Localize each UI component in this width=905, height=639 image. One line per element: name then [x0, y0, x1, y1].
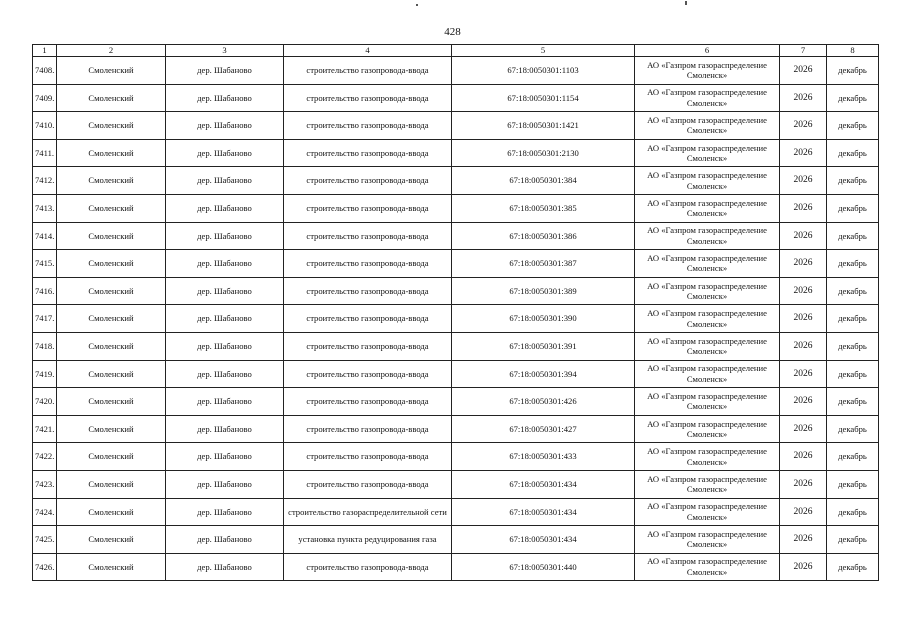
work-type-cell: строительство газопровода-ввода: [284, 443, 452, 471]
year-cell: 2026: [780, 277, 827, 305]
month-cell: декабрь: [827, 415, 879, 443]
district-cell: Смоленский: [57, 222, 166, 250]
settlement-cell: дер. Шабаново: [166, 553, 284, 581]
scan-speck: [416, 4, 418, 6]
year-cell: 2026: [780, 443, 827, 471]
settlement-cell: дер. Шабаново: [166, 388, 284, 416]
settlement-cell: дер. Шабаново: [166, 167, 284, 195]
work-type-cell: строительство газопровода-ввода: [284, 332, 452, 360]
cadastral-number-cell: 67:18:0050301:440: [452, 553, 635, 581]
table-row: [33, 250, 879, 278]
cadastral-number-cell: 67:18:0050301:434: [452, 498, 635, 526]
year-cell: 2026: [780, 470, 827, 498]
month-cell: декабрь: [827, 84, 879, 112]
column-header: 5: [452, 45, 635, 57]
year-cell: 2026: [780, 84, 827, 112]
cadastral-number-cell: 67:18:0050301:385: [452, 194, 635, 222]
month-cell: декабрь: [827, 553, 879, 581]
month-cell: декабрь: [827, 277, 879, 305]
table-row: [33, 388, 879, 416]
cadastral-number-cell: 67:18:0050301:1421: [452, 112, 635, 140]
organization-cell: АО «Газпром газораспределение Смоленск»: [635, 498, 780, 526]
work-type-cell: строительство газораспределительной сети: [284, 498, 452, 526]
work-type-cell: строительство газопровода-ввода: [284, 112, 452, 140]
district-cell: Смоленский: [57, 332, 166, 360]
organization-cell: АО «Газпром газораспределение Смоленск»: [635, 222, 780, 250]
organization-cell: АО «Газпром газораспределение Смоленск»: [635, 332, 780, 360]
organization-cell: АО «Газпром газораспределение Смоленск»: [635, 443, 780, 471]
row-number: 7422.: [33, 443, 57, 471]
table-row: [33, 139, 879, 167]
row-number: 7421.: [33, 415, 57, 443]
work-type-cell: строительство газопровода-ввода: [284, 57, 452, 85]
cadastral-number-cell: 67:18:0050301:427: [452, 415, 635, 443]
work-type-cell: строительство газопровода-ввода: [284, 139, 452, 167]
organization-cell: АО «Газпром газораспределение Смоленск»: [635, 305, 780, 333]
district-cell: Смоленский: [57, 415, 166, 443]
year-cell: 2026: [780, 222, 827, 250]
organization-cell: АО «Газпром газораспределение Смоленск»: [635, 250, 780, 278]
organization-cell: АО «Газпром газораспределение Смоленск»: [635, 112, 780, 140]
work-type-cell: строительство газопровода-ввода: [284, 222, 452, 250]
settlement-cell: дер. Шабаново: [166, 443, 284, 471]
table-row: [33, 332, 879, 360]
work-type-cell: строительство газопровода-ввода: [284, 415, 452, 443]
organization-cell: АО «Газпром газораспределение Смоленск»: [635, 470, 780, 498]
year-cell: 2026: [780, 112, 827, 140]
cadastral-number-cell: 67:18:0050301:386: [452, 222, 635, 250]
column-header: 1: [33, 45, 57, 57]
year-cell: 2026: [780, 167, 827, 195]
cadastral-number-cell: 67:18:0050301:389: [452, 277, 635, 305]
column-header: 6: [635, 45, 780, 57]
column-header: 3: [166, 45, 284, 57]
district-cell: Смоленский: [57, 470, 166, 498]
work-type-cell: строительство газопровода-ввода: [284, 84, 452, 112]
year-cell: 2026: [780, 305, 827, 333]
work-type-cell: строительство газопровода-ввода: [284, 194, 452, 222]
district-cell: Смоленский: [57, 57, 166, 85]
row-number: 7419.: [33, 360, 57, 388]
work-type-cell: строительство газопровода-ввода: [284, 360, 452, 388]
cadastral-number-cell: 67:18:0050301:426: [452, 388, 635, 416]
organization-cell: АО «Газпром газораспределение Смоленск»: [635, 277, 780, 305]
settlement-cell: дер. Шабаново: [166, 112, 284, 140]
row-number: 7420.: [33, 388, 57, 416]
organization-cell: АО «Газпром газораспределение Смоленск»: [635, 167, 780, 195]
month-cell: декабрь: [827, 443, 879, 471]
year-cell: 2026: [780, 553, 827, 581]
district-cell: Смоленский: [57, 250, 166, 278]
month-cell: декабрь: [827, 167, 879, 195]
row-number: 7423.: [33, 470, 57, 498]
cadastral-number-cell: 67:18:0050301:391: [452, 332, 635, 360]
month-cell: декабрь: [827, 112, 879, 140]
row-number: 7425.: [33, 526, 57, 554]
row-number: 7426.: [33, 553, 57, 581]
settlement-cell: дер. Шабаново: [166, 57, 284, 85]
organization-cell: АО «Газпром газораспределение Смоленск»: [635, 194, 780, 222]
row-number: 7414.: [33, 222, 57, 250]
district-cell: Смоленский: [57, 167, 166, 195]
month-cell: декабрь: [827, 332, 879, 360]
work-type-cell: строительство газопровода-ввода: [284, 388, 452, 416]
settlement-cell: дер. Шабаново: [166, 526, 284, 554]
table-row: [33, 112, 879, 140]
table-row: [33, 194, 879, 222]
district-cell: Смоленский: [57, 277, 166, 305]
cadastral-number-cell: 67:18:0050301:2130: [452, 139, 635, 167]
settlement-cell: дер. Шабаново: [166, 498, 284, 526]
row-number: 7418.: [33, 332, 57, 360]
settlement-cell: дер. Шабаново: [166, 194, 284, 222]
settlement-cell: дер. Шабаново: [166, 250, 284, 278]
district-cell: Смоленский: [57, 443, 166, 471]
cadastral-number-cell: 67:18:0050301:384: [452, 167, 635, 195]
year-cell: 2026: [780, 360, 827, 388]
year-cell: 2026: [780, 332, 827, 360]
table-row: [33, 167, 879, 195]
column-number-row: [33, 45, 879, 57]
month-cell: декабрь: [827, 250, 879, 278]
work-type-cell: строительство газопровода-ввода: [284, 470, 452, 498]
work-type-cell: строительство газопровода-ввода: [284, 305, 452, 333]
organization-cell: АО «Газпром газораспределение Смоленск»: [635, 526, 780, 554]
month-cell: декабрь: [827, 305, 879, 333]
table-row: [33, 222, 879, 250]
month-cell: декабрь: [827, 526, 879, 554]
year-cell: 2026: [780, 415, 827, 443]
cadastral-number-cell: 67:18:0050301:394: [452, 360, 635, 388]
row-number: 7411.: [33, 139, 57, 167]
month-cell: декабрь: [827, 57, 879, 85]
table-row: [33, 443, 879, 471]
table-row: [33, 498, 879, 526]
cadastral-number-cell: 67:18:0050301:387: [452, 250, 635, 278]
table-row: [33, 57, 879, 85]
row-number: 7409.: [33, 84, 57, 112]
table-row: [33, 526, 879, 554]
column-header: 2: [57, 45, 166, 57]
work-type-cell: строительство газопровода-ввода: [284, 277, 452, 305]
settlement-cell: дер. Шабаново: [166, 277, 284, 305]
year-cell: 2026: [780, 57, 827, 85]
row-number: 7410.: [33, 112, 57, 140]
organization-cell: АО «Газпром газораспределение Смоленск»: [635, 553, 780, 581]
work-type-cell: строительство газопровода-ввода: [284, 250, 452, 278]
month-cell: декабрь: [827, 194, 879, 222]
year-cell: 2026: [780, 388, 827, 416]
settlement-cell: дер. Шабаново: [166, 360, 284, 388]
cadastral-number-cell: 67:18:0050301:434: [452, 526, 635, 554]
document-table: [32, 44, 879, 581]
table-row: [33, 553, 879, 581]
organization-cell: АО «Газпром газораспределение Смоленск»: [635, 84, 780, 112]
month-cell: декабрь: [827, 498, 879, 526]
organization-cell: АО «Газпром газораспределение Смоленск»: [635, 139, 780, 167]
organization-cell: АО «Газпром газораспределение Смоленск»: [635, 360, 780, 388]
row-number: 7424.: [33, 498, 57, 526]
row-number: 7408.: [33, 57, 57, 85]
row-number: 7415.: [33, 250, 57, 278]
work-type-cell: установка пункта редуцирования газа: [284, 526, 452, 554]
cadastral-number-cell: 67:18:0050301:1154: [452, 84, 635, 112]
month-cell: декабрь: [827, 470, 879, 498]
settlement-cell: дер. Шабаново: [166, 470, 284, 498]
month-cell: декабрь: [827, 360, 879, 388]
table-row: [33, 305, 879, 333]
district-cell: Смоленский: [57, 526, 166, 554]
district-cell: Смоленский: [57, 388, 166, 416]
district-cell: Смоленский: [57, 305, 166, 333]
month-cell: декабрь: [827, 222, 879, 250]
year-cell: 2026: [780, 498, 827, 526]
table-row: [33, 360, 879, 388]
work-type-cell: строительство газопровода-ввода: [284, 553, 452, 581]
district-cell: Смоленский: [57, 112, 166, 140]
year-cell: 2026: [780, 250, 827, 278]
month-cell: декабрь: [827, 388, 879, 416]
district-cell: Смоленский: [57, 360, 166, 388]
cadastral-number-cell: 67:18:0050301:434: [452, 470, 635, 498]
work-type-cell: строительство газопровода-ввода: [284, 167, 452, 195]
cadastral-number-cell: 67:18:0050301:1103: [452, 57, 635, 85]
cadastral-number-cell: 67:18:0050301:433: [452, 443, 635, 471]
cadastral-number-cell: 67:18:0050301:390: [452, 305, 635, 333]
settlement-cell: дер. Шабаново: [166, 84, 284, 112]
table-row: [33, 84, 879, 112]
year-cell: 2026: [780, 139, 827, 167]
row-number: 7412.: [33, 167, 57, 195]
month-cell: декабрь: [827, 139, 879, 167]
district-cell: Смоленский: [57, 139, 166, 167]
column-header: 8: [827, 45, 879, 57]
settlement-cell: дер. Шабаново: [166, 305, 284, 333]
settlement-cell: дер. Шабаново: [166, 332, 284, 360]
district-cell: Смоленский: [57, 553, 166, 581]
page-number: 428: [444, 26, 461, 38]
table-row: [33, 415, 879, 443]
table-body: [33, 57, 879, 581]
year-cell: 2026: [780, 526, 827, 554]
row-number: 7416.: [33, 277, 57, 305]
district-cell: Смоленский: [57, 498, 166, 526]
year-cell: 2026: [780, 194, 827, 222]
table-row: [33, 470, 879, 498]
table-row: [33, 277, 879, 305]
organization-cell: АО «Газпром газораспределение Смоленск»: [635, 388, 780, 416]
column-header: 7: [780, 45, 827, 57]
scan-speck: [685, 1, 687, 5]
column-header: 4: [284, 45, 452, 57]
settlement-cell: дер. Шабаново: [166, 139, 284, 167]
settlement-cell: дер. Шабаново: [166, 415, 284, 443]
district-cell: Смоленский: [57, 194, 166, 222]
settlement-cell: дер. Шабаново: [166, 222, 284, 250]
row-number: 7417.: [33, 305, 57, 333]
organization-cell: АО «Газпром газораспределение Смоленск»: [635, 57, 780, 85]
district-cell: Смоленский: [57, 84, 166, 112]
row-number: 7413.: [33, 194, 57, 222]
organization-cell: АО «Газпром газораспределение Смоленск»: [635, 415, 780, 443]
